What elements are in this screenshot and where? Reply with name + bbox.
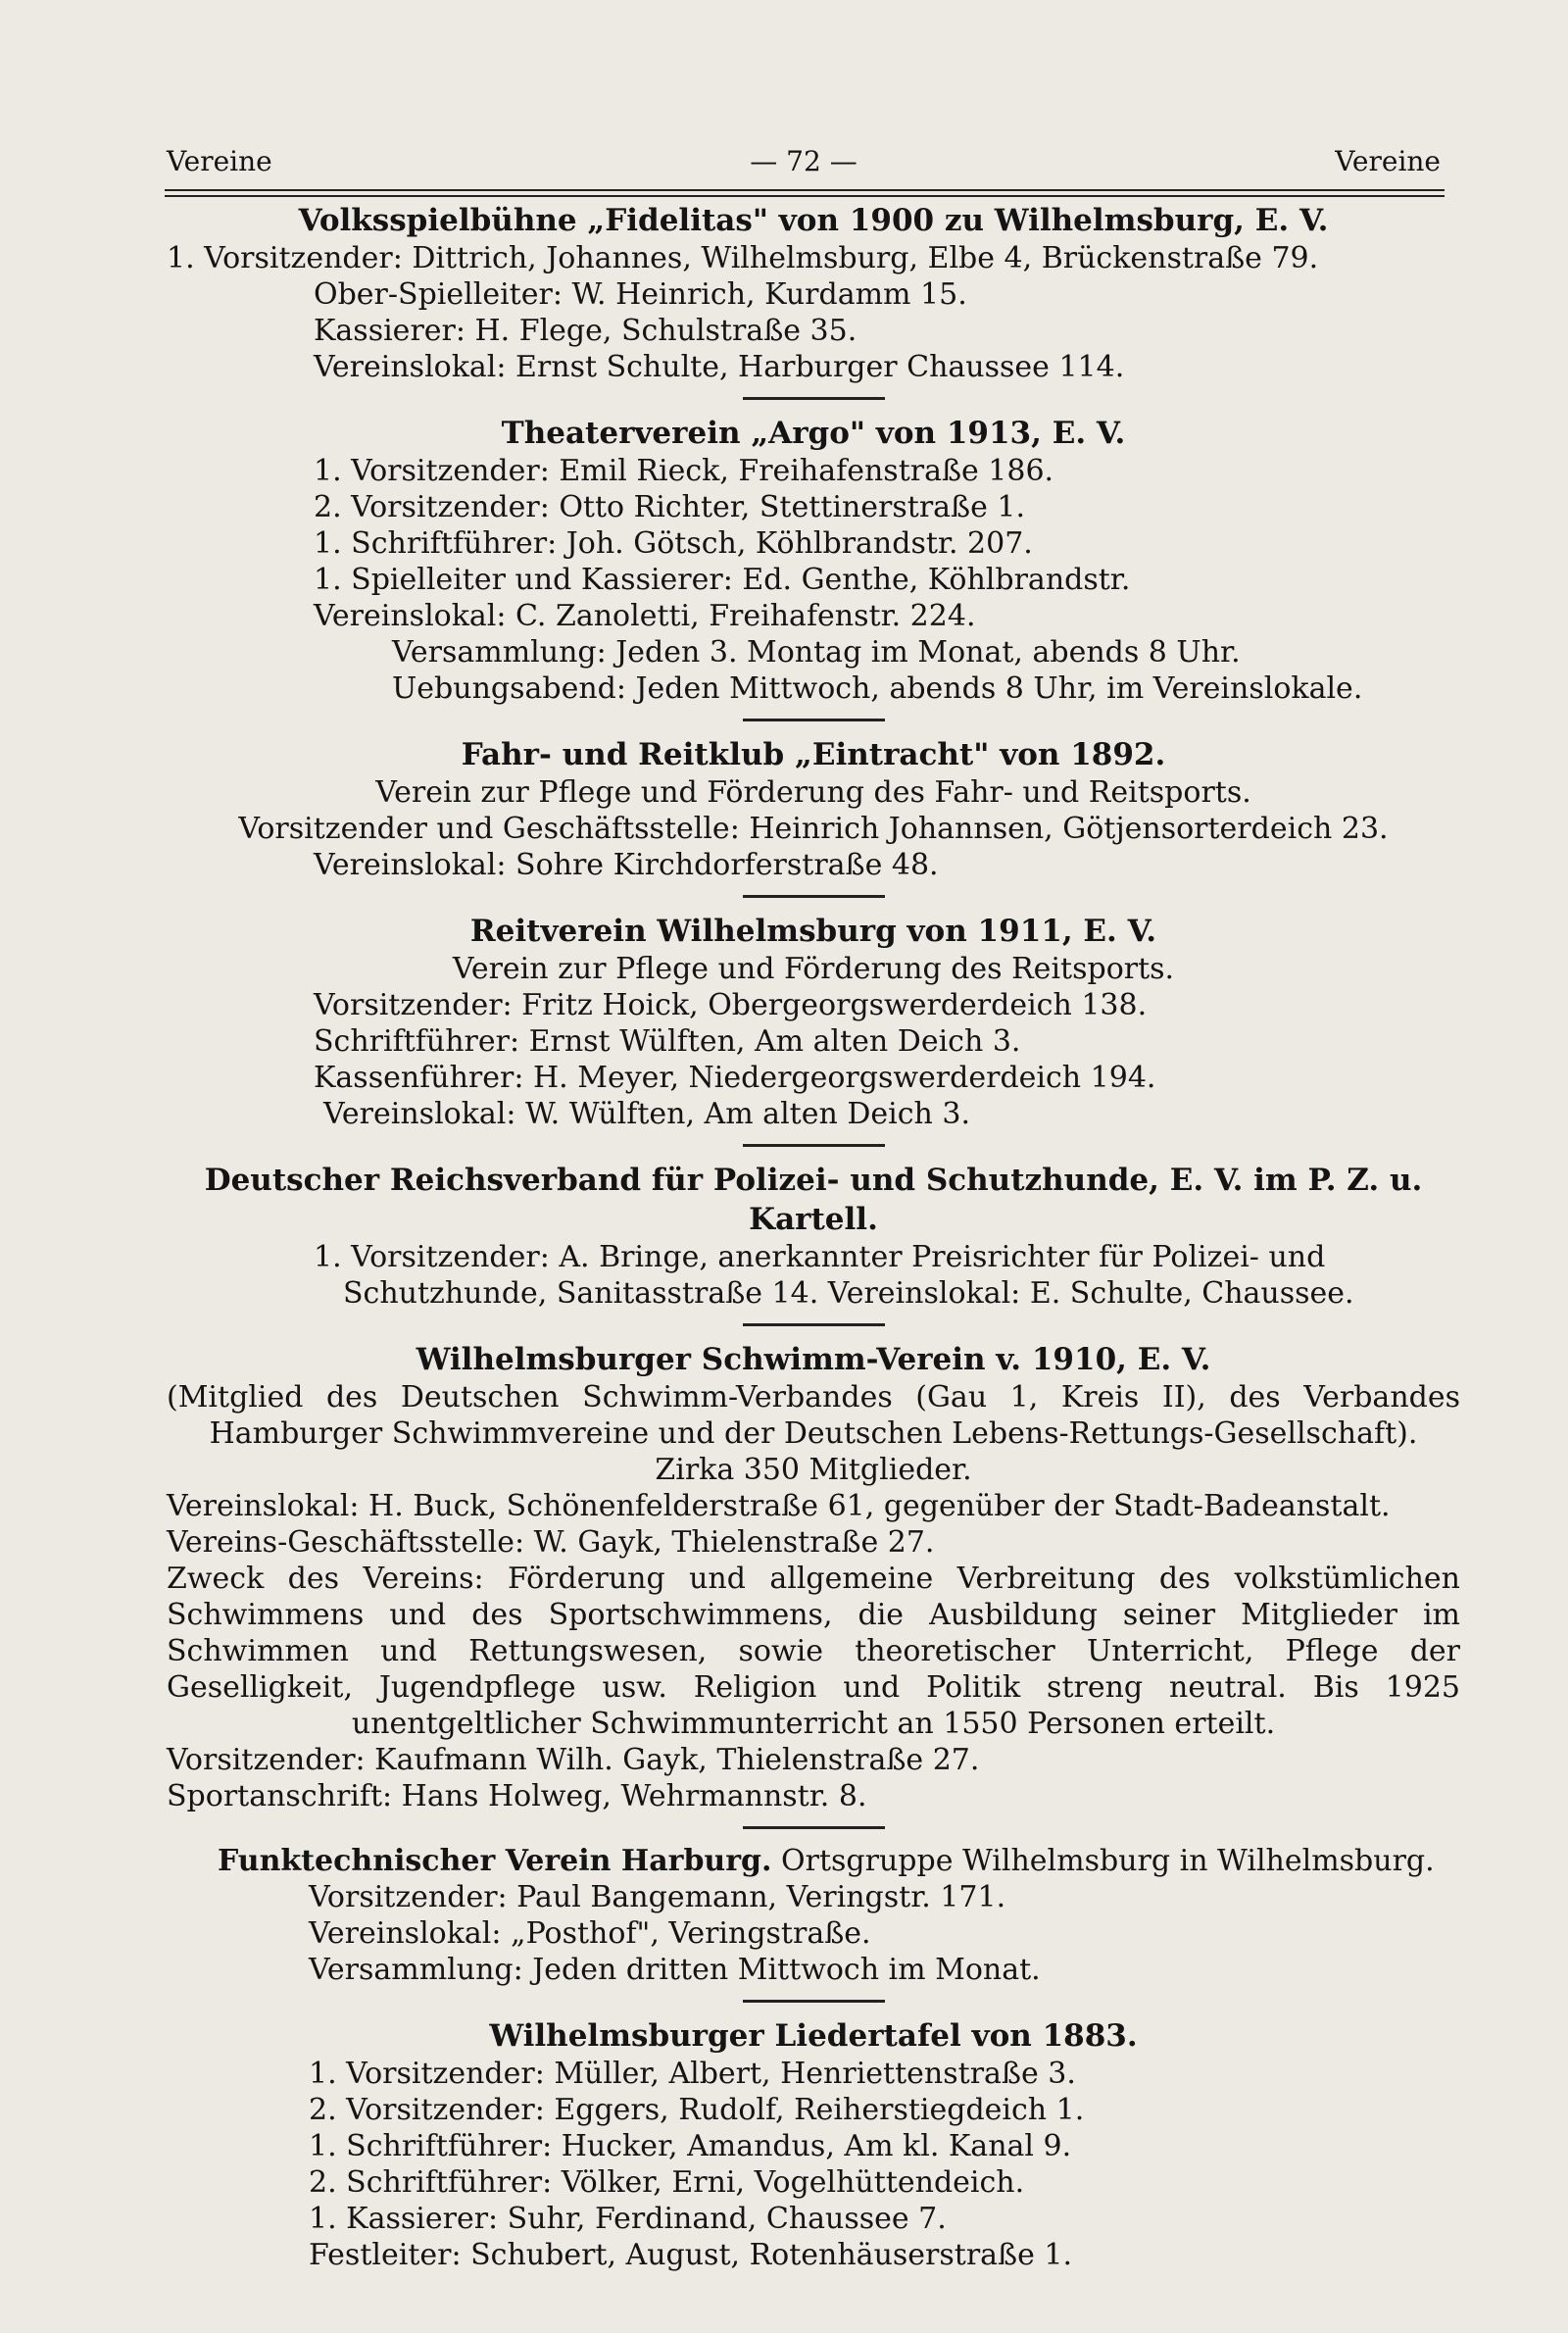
entry-line: unentgeltlicher Schwimmunterricht an 1550 Personen erteilt.	[351, 1707, 1276, 1741]
entry-line: Versammlung: Jeden dritten Mittwoch im Monat.	[309, 1953, 1041, 1987]
entry-line: Verein zur Pflege und Förderung des Fahr- und Reitsports.	[375, 775, 1251, 810]
entry-line: 1. Schriftführer: Hucker, Amandus, Am kl. Kanal 9.	[309, 2129, 1072, 2163]
section-title: Funktechnischer Verein Harburg.	[218, 1844, 772, 1878]
running-head-right: Vereine	[1335, 145, 1441, 177]
entry-line: Schutzhunde, Sanitasstraße 14. Vereinslokal: E. Schulte, Chaussee.	[343, 1276, 1354, 1311]
section-divider	[743, 397, 885, 400]
entry-line: Vorsitzender: Kaufmann Wilh. Gayk, Thielenstraße 27.	[167, 1743, 980, 1777]
entry-line: Sportanschrift: Hans Holweg, Wehrmannstr. 8.	[167, 1779, 867, 1813]
entry-line: 2. Vorsitzender: Otto Richter, Stettinerstraße 1.	[314, 490, 1025, 524]
section-title: Wilhelmsburger Liedertafel von 1883.	[489, 2018, 1138, 2054]
section-title-line	[167, 1843, 1460, 1879]
entry-line: Vorsitzender: Paul Bangemann, Veringstr. 171.	[309, 1880, 1006, 1914]
section-title: Reitverein Wilhelmsburg von 1911, E. V.	[469, 914, 1157, 949]
section-divider	[743, 895, 885, 898]
section-title: Volksspielbühne „Fidelitas" von 1900 zu Wilhelmsburg, E. V.	[298, 203, 1329, 238]
entry-line: Uebungsabend: Jeden Mittwoch, abends 8 Uhr, im Vereinslokale.	[392, 671, 1363, 706]
page-content	[167, 201, 1460, 2273]
entry-line: Vereinslokal: Ernst Schulte, Harburger Chaussee 114.	[314, 350, 1125, 384]
entry-line: Vereinslokal: „Posthof", Veringstraße.	[309, 1916, 871, 1951]
entry-line: Geselligkeit, Jugendpflege usw. Religion und Politik streng neutral. Bis 1925	[167, 1670, 1460, 1705]
entry-line: Vereinslokal: Sohre Kirchdorferstraße 48.	[314, 848, 939, 882]
section-divider	[743, 719, 885, 721]
entry-line: Schwimmens und des Sportschwimmens, die Ausbildung seiner Mitglieder im	[167, 1598, 1460, 1632]
entry-line: (Mitglied des Deutschen Schwimm-Verbandes (Gau 1, Kreis II), des Verbandes	[167, 1380, 1460, 1415]
entry-line: Vereinslokal: W. Wülften, Am alten Deich 3.	[323, 1097, 971, 1131]
running-head	[167, 145, 1441, 184]
section-title: Fahr- und Reitklub „Eintracht" von 1892.	[461, 737, 1166, 772]
entry-line: Versammlung: Jeden 3. Montag im Monat, abends 8 Uhr.	[392, 635, 1241, 670]
header-rule	[165, 189, 1445, 197]
section-title-suffix: Ortsgruppe Wilhelmsburg in Wilhelmsburg.	[781, 1844, 1435, 1878]
section-title: Wilhelmsburger Schwimm-Verein v. 1910, E. V.	[416, 1342, 1211, 1377]
entry-line: Schriftführer: Ernst Wülften, Am alten Deich 3.	[314, 1024, 1021, 1059]
entry-line: 2. Vorsitzender: Eggers, Rudolf, Reiherstiegdeich 1.	[309, 2093, 1085, 2127]
section-divider	[743, 1826, 885, 1829]
entry-line: Kassierer: H. Flege, Schulstraße 35.	[314, 314, 858, 348]
entry-line: Ober-Spielleiter: W. Heinrich, Kurdamm 15.	[314, 277, 967, 312]
entry-line: Festleiter: Schubert, August, Rotenhäuserstraße 1.	[309, 2238, 1073, 2272]
entry-line: 1. Vorsitzender: A. Bringe, anerkannter Preisrichter für Polizei- und	[314, 1240, 1326, 1274]
section-divider	[743, 1323, 885, 1326]
entry-line: Vorsitzender: Fritz Hoick, Obergeorgswerderdeich 138.	[314, 988, 1148, 1022]
section-title: Theaterverein „Argo" von 1913, E. V.	[501, 416, 1126, 451]
entry-line: 1. Spielleiter und Kassierer: Ed. Genthe, Köhlbrandstr.	[314, 563, 1131, 597]
entry-line: Schwimmen und Rettungswesen, sowie theoretischer Unterricht, Pflege der	[167, 1634, 1460, 1668]
entry-line: Vereinslokal: H. Buck, Schönenfelderstraße 61, gegenüber der Stadt-Badeanstalt.	[167, 1489, 1391, 1523]
section-divider	[743, 1144, 885, 1147]
entry-line: Zirka 350 Mitglieder.	[655, 1453, 972, 1487]
entry-line: 1. Vorsitzender: Dittrich, Johannes, Wilhelmsburg, Elbe 4, Brückenstraße 79.	[167, 241, 1319, 275]
entry-line: Vorsitzender und Geschäftsstelle: Heinrich Johannsen, Götjensorterdeich 23.	[238, 812, 1389, 846]
running-head-left: Vereine	[167, 145, 272, 177]
section-divider	[743, 2000, 885, 2003]
entry-line: Vereins-Geschäftsstelle: W. Gayk, Thielenstraße 27.	[167, 1525, 935, 1560]
entry-line: 1. Kassierer: Suhr, Ferdinand, Chaussee 7.	[309, 2202, 947, 2236]
entry-line: Verein zur Pflege und Förderung des Reitsports.	[452, 952, 1175, 986]
entry-line: 1. Vorsitzender: Müller, Albert, Henriettenstraße 3.	[309, 2057, 1076, 2091]
page-number: — 72 —	[750, 145, 858, 177]
entry-line: 1. Vorsitzender: Emil Rieck, Freihafenstraße 186.	[314, 454, 1054, 488]
entry-line: Hamburger Schwimmvereine und der Deutschen Lebens-Rettungs-Gesellschaft).	[209, 1416, 1418, 1451]
entry-line: 2. Schriftführer: Völker, Erni, Vogelhüttendeich.	[309, 2165, 1025, 2200]
entry-line: 1. Schriftführer: Joh. Götsch, Köhlbrandstr. 207.	[314, 526, 1033, 561]
section-title: Deutscher Reichsverband für Polizei- und Schutzhunde, E. V. im P. Z. u. Kartell.	[204, 1163, 1423, 1237]
entry-line: Zweck des Vereins: Förderung und allgemeine Verbreitung des volkstümlichen	[167, 1562, 1460, 1596]
entry-line: Vereinslokal: C. Zanoletti, Freihafenstr. 224.	[314, 599, 976, 633]
entry-line: Kassenführer: H. Meyer, Niedergeorgswerderdeich 194.	[314, 1061, 1156, 1095]
